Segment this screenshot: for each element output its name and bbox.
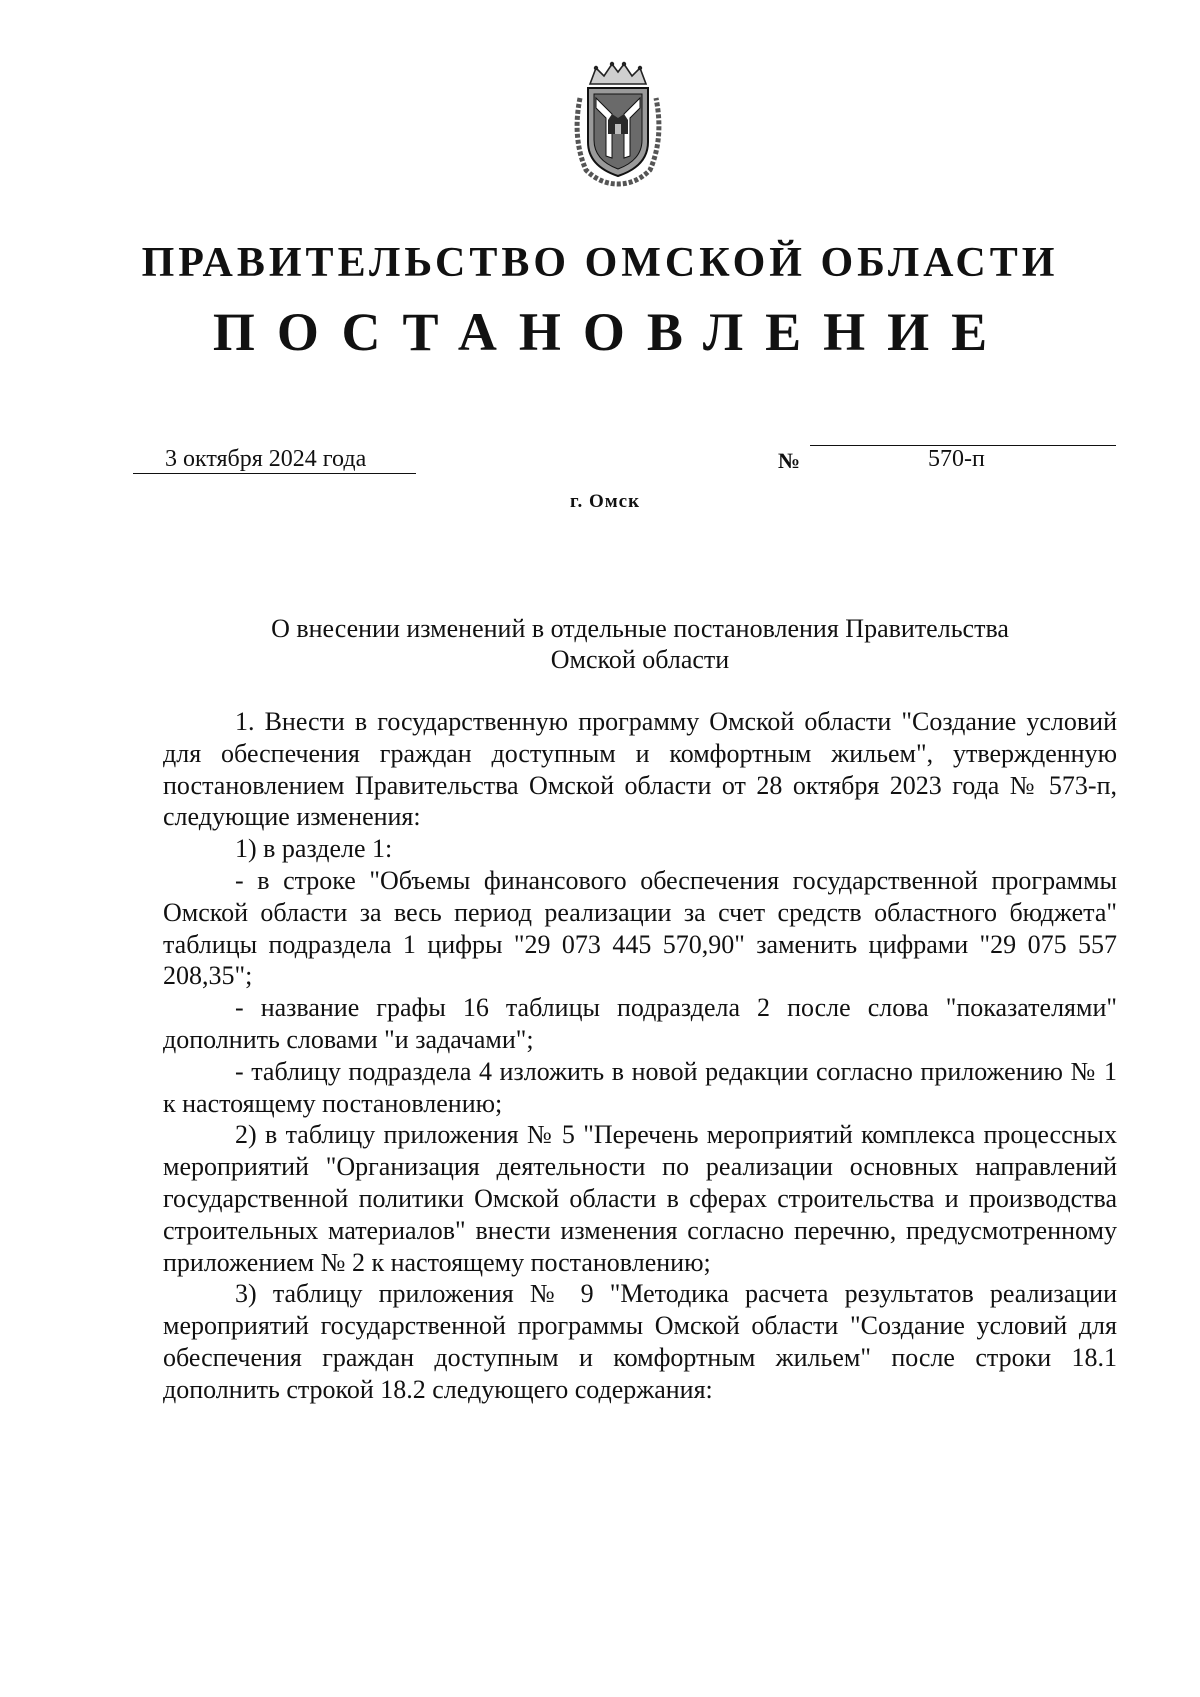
document-number: 570-п [928,446,985,472]
body-paragraph: - таблицу подраздела 4 изложить в новой редакции согласно приложению № 1 к настоящему постановлению; [163,1056,1117,1118]
number-label: № [778,448,801,473]
document-date: 3 октября 2024 года [165,446,367,472]
subject-line: Омской области [550,645,730,674]
document-subject [160,613,1120,675]
body-paragraph: 1. Внести в государственную программу Омской области "Создание условий для обеспечения граждан доступным и комфортным жильем", утвержденную постановлением Правительства Омской области от 28 октября 2023 года № 573-п, следующие изменения: [163,707,1117,832]
organization-title: ПРАВИТЕЛЬСТВО ОМСКОЙ ОБЛАСТИ [141,240,1059,286]
document-type-title: ПОСТАНОВЛЕНИЕ [212,302,1010,362]
body-paragraph: 2) в таблицу приложения № 5 "Перечень мероприятий комплекса процессных мероприятий "Организация деятельности по реализации основных направлений государственной политики Омской области в сферах строительства и производства строительных материалов" внести изменения согласно перечню, предусмотренному приложением № 2 к настоящему постановлению; [163,1120,1117,1277]
coat-of-arms-icon [568,58,668,188]
document-body [163,706,1117,1406]
body-paragraph: - название графы 16 таблицы подраздела 2 после слова "показателями" дополнить словами "и задачами"; [163,993,1117,1054]
document-number-line [810,445,1116,472]
subject-line: О внесении изменений в отдельные постановления Правительства [271,614,1009,643]
document-date-line [133,445,416,474]
body-paragraph: 3) таблицу приложения № 9 "Методика расчета результатов реализации мероприятий государственной программы Омской области "Создание условий для обеспечения граждан доступным и комфортным жильем" после строки 18.1 дополнить строкой 18.2 следующего содержания: [163,1279,1117,1404]
issuing-city: г. Омск [569,491,641,512]
body-paragraph: - в строке "Объемы финансового обеспечения государственной программы Омской области за весь период реализации за счет средств областного бюджета" таблицы подраздела 1 цифры "29 073 445 570,90" заменить цифрами "29 075 557 208,35"; [163,865,1117,991]
body-paragraph: 1) в разделе 1: [235,834,393,864]
